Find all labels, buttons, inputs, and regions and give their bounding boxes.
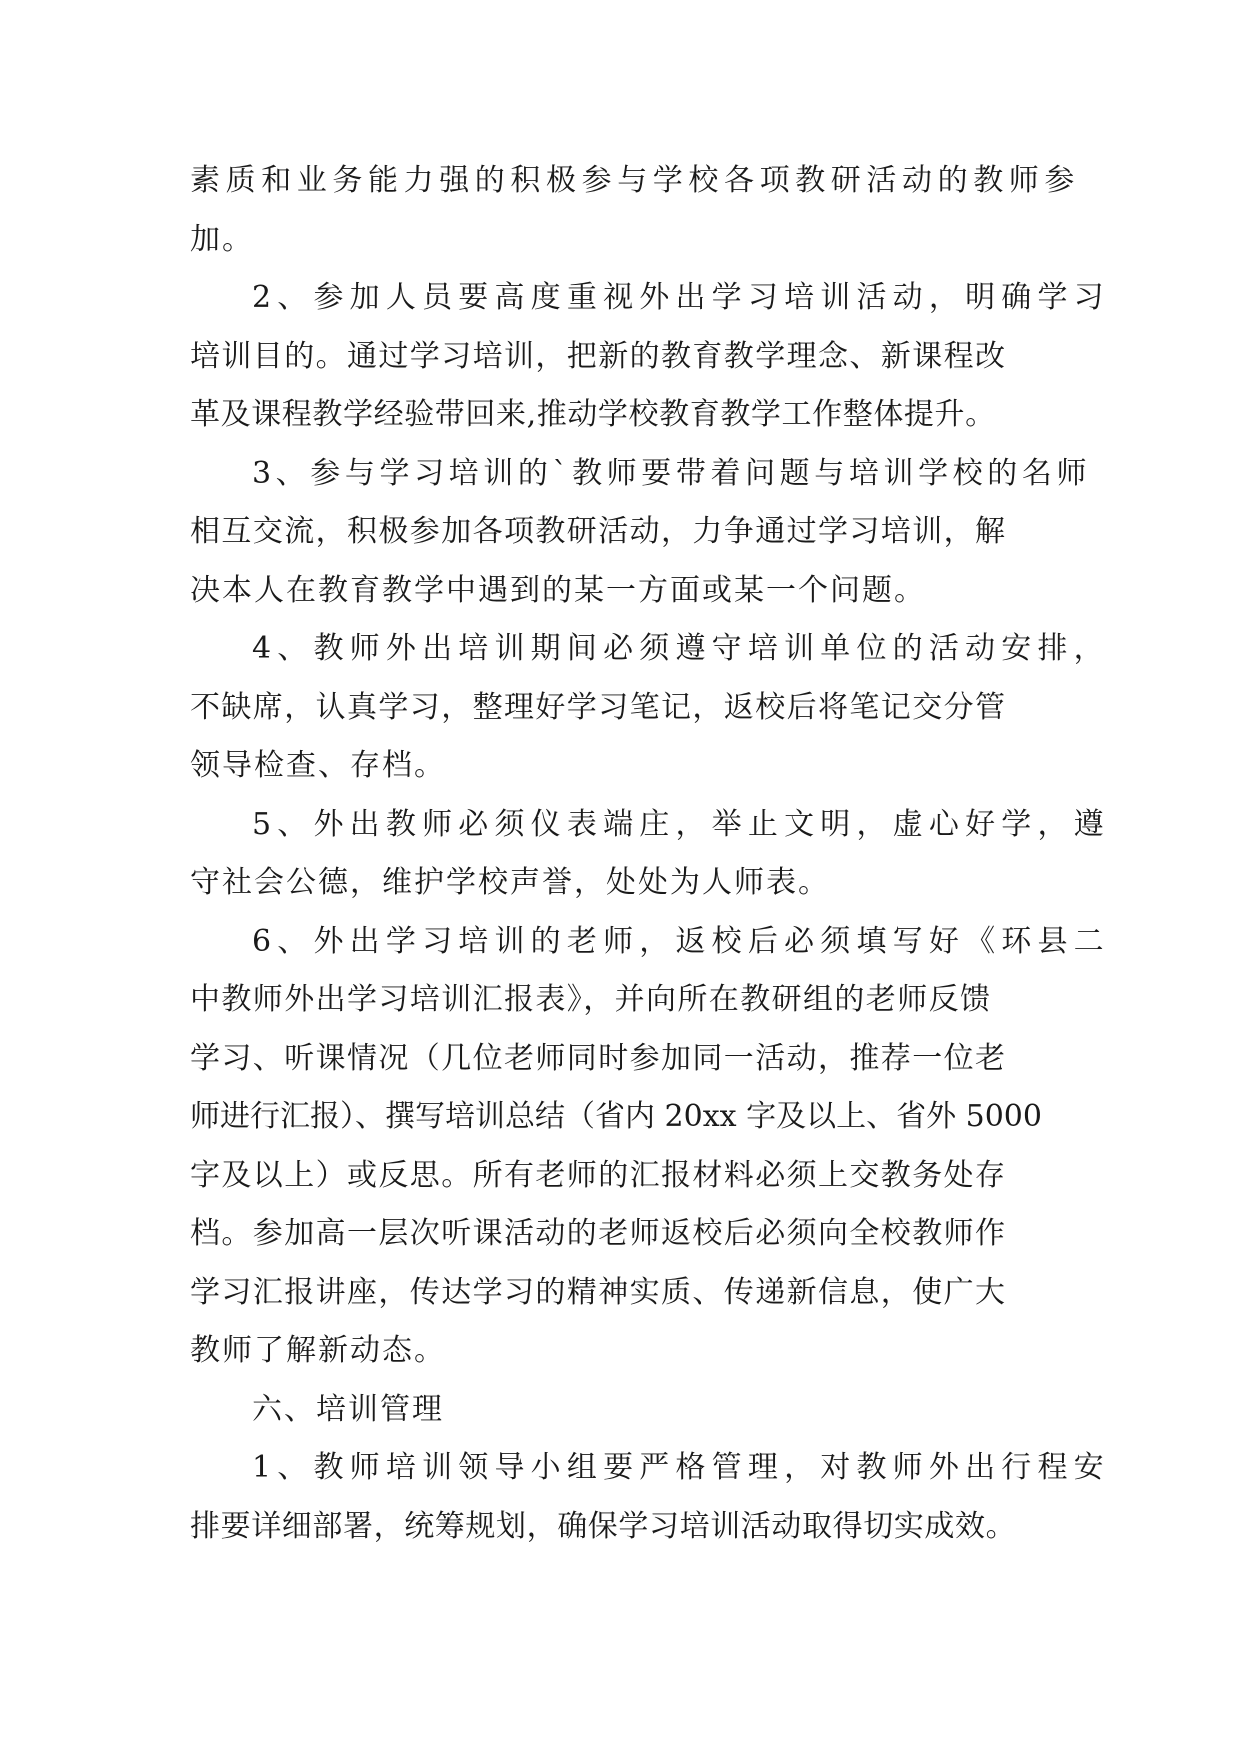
- document-line: 学习、听课情况（几位老师同时参加同一活动，推荐一位老: [190, 1040, 1007, 1076]
- document-line: 中教师外出学习培训汇报表》，并向所在教研组的老师反馈: [190, 982, 992, 1017]
- document-line: 排要详细部署，统筹规划，确保学习培训活动取得切实成效。: [190, 1508, 1017, 1544]
- document-line: 2、参加人员要高度重视外出学习培训活动，明确学习: [252, 280, 1110, 315]
- document-line: 决本人在教育教学中遇到的某一方面或某一个问题。: [190, 572, 926, 608]
- document-line: 加。: [190, 221, 254, 257]
- document-line: 素质和业务能力强的积极参与学校各项教研活动的教师参: [190, 163, 1080, 198]
- document-line: 领导检查、存档。: [190, 748, 446, 783]
- document-line: 6、外出学习培训的老师，返校后必须填写好《环县二: [252, 923, 1110, 959]
- document-line: 培训目的。通过学习培训，把新的教育教学理念、新课程改: [190, 338, 1007, 374]
- document-line: 相互交流，积极参加各项教研活动，力争通过学习培训，解: [190, 514, 1007, 549]
- document-line: 革及课程教学经验带回来,推动学校教育教学工作整体提升。: [190, 397, 996, 432]
- document-line: 档。参加高一层次听课活动的老师返校后必须向全校教师作: [190, 1216, 1007, 1251]
- document-line: 学习汇报讲座，传达学习的精神实质、传递新信息，使广大: [190, 1274, 1007, 1310]
- document-line: 4、教师外出培训期间必须遵守培训单位的活动安排，: [252, 631, 1110, 666]
- document-line: 六、培训管理: [252, 1391, 444, 1427]
- document-line: 1、教师培训领导小组要严格管理，对教师外出行程安: [252, 1450, 1110, 1485]
- document-line: 5、外出教师必须仪表端庄，举止文明，虚心好学，遵: [252, 806, 1110, 842]
- document-line: 不缺席，认真学习，整理好学习笔记，返校后将笔记交分管: [190, 689, 1007, 725]
- document-line: 师进行汇报）、撰写培训总结（省内 20xx 字及以上、省外 5000: [190, 1099, 1042, 1134]
- document-line: 字及以上）或反思。所有老师的汇报材料必须上交教务处存: [190, 1157, 1007, 1193]
- document-line: 守社会公德，维护学校声誉，处处为人师表。: [190, 865, 830, 900]
- document-body: [190, 152, 1110, 1556]
- document-line: 教师了解新动态。: [190, 1333, 446, 1368]
- document-line: 3、参与学习培训的`教师要带着问题与培训学校的名师: [252, 455, 1092, 491]
